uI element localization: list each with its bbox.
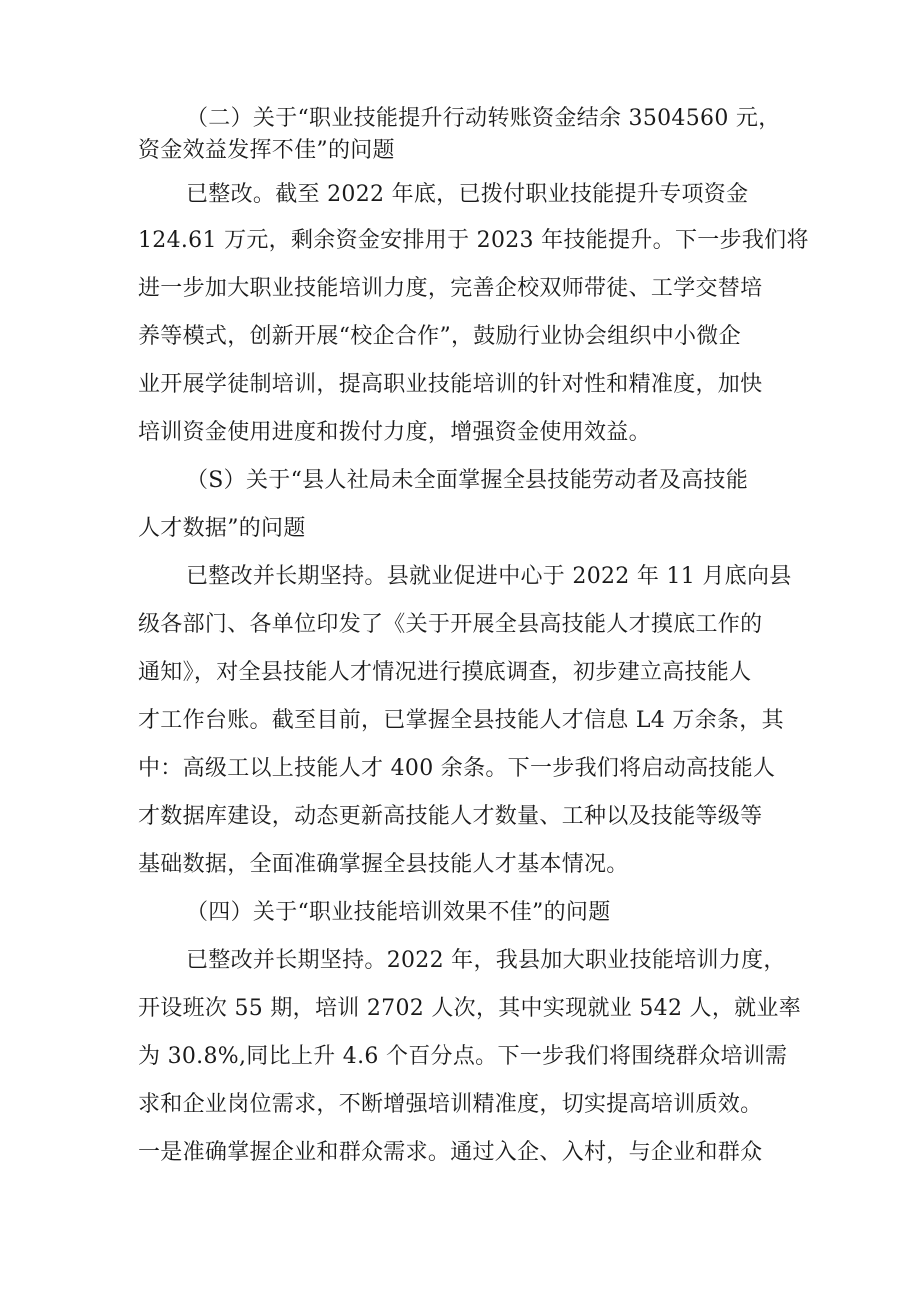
section-heading-4: （四）关于“职业技能培训效果不佳”的问题 — [186, 900, 611, 925]
section-heading-3-line-2: 人才数据”的问题 — [138, 516, 306, 541]
section-heading-2-line-1: （二）关于“职业技能提升行动转账资金结余 3504560 元， — [186, 106, 781, 131]
paragraph-line: 已整改并长期坚持。2022 年，我县加大职业技能培训力度， — [186, 948, 786, 973]
paragraph-line: 开设班次 55 期，培训 2702 人次，其中实现就业 542 人，就业率 — [138, 996, 802, 1021]
paragraph-line: 已整改。截至 2022 年底，已拨付职业技能提升专项资金 — [186, 182, 749, 207]
paragraph-line: 进一步加大职业技能培训力度，完善企校双师带徒、工学交替培 — [138, 276, 763, 301]
paragraph-line: 基础数据，全面准确掌握全县技能人才基本情况。 — [138, 852, 629, 877]
paragraph-line: 业开展学徒制培训，提高职业技能培训的针对性和精准度，加快 — [138, 372, 763, 397]
section-heading-2-line-2: 资金效益发挥不佳”的问题 — [138, 138, 395, 163]
paragraph-line: 一是准确掌握企业和群众需求。通过入企、入村，与企业和群众 — [138, 1140, 763, 1165]
paragraph-line: 为 30.8%,同比上升 4.6 个百分点。下一步我们将围绕群众培训需 — [138, 1044, 788, 1069]
paragraph-line: 求和企业岗位需求，不断增强培训精准度，切实提高培训质效。 — [138, 1092, 763, 1117]
paragraph-line: 才数据库建设，动态更新高技能人才数量、工种以及技能等级等 — [138, 804, 763, 829]
section-heading-3-line-1: （S）关于“县人社局未全面掌握全县技能劳动者及高技能 — [186, 468, 749, 493]
paragraph-line: 才工作台账。截至目前，已掌握全县技能人才信息 L4 万余条，其 — [138, 708, 784, 733]
paragraph-line: 已整改并长期坚持。县就业促进中心于 2022 年 11 月底向县 — [186, 564, 792, 589]
paragraph-line: 养等模式，创新开展“校企合作”，鼓励行业协会组织中小微企 — [138, 324, 741, 349]
paragraph-line: 中：高级工以上技能人才 400 余条。下一步我们将启动高技能人 — [138, 756, 776, 781]
paragraph-line: 级各部门、各单位印发了《关于开展全县高技能人才摸底工作的 — [138, 612, 763, 637]
paragraph-line: 培训资金使用进度和拨付力度，增强资金使用效益。 — [138, 420, 651, 445]
paragraph-line: 通知》，对全县技能人才情况进行摸底调查，初步建立高技能人 — [138, 660, 752, 685]
paragraph-line: 124.61 万元，剩余资金安排用于 2023 年技能提升。下一步我们将 — [138, 228, 809, 253]
